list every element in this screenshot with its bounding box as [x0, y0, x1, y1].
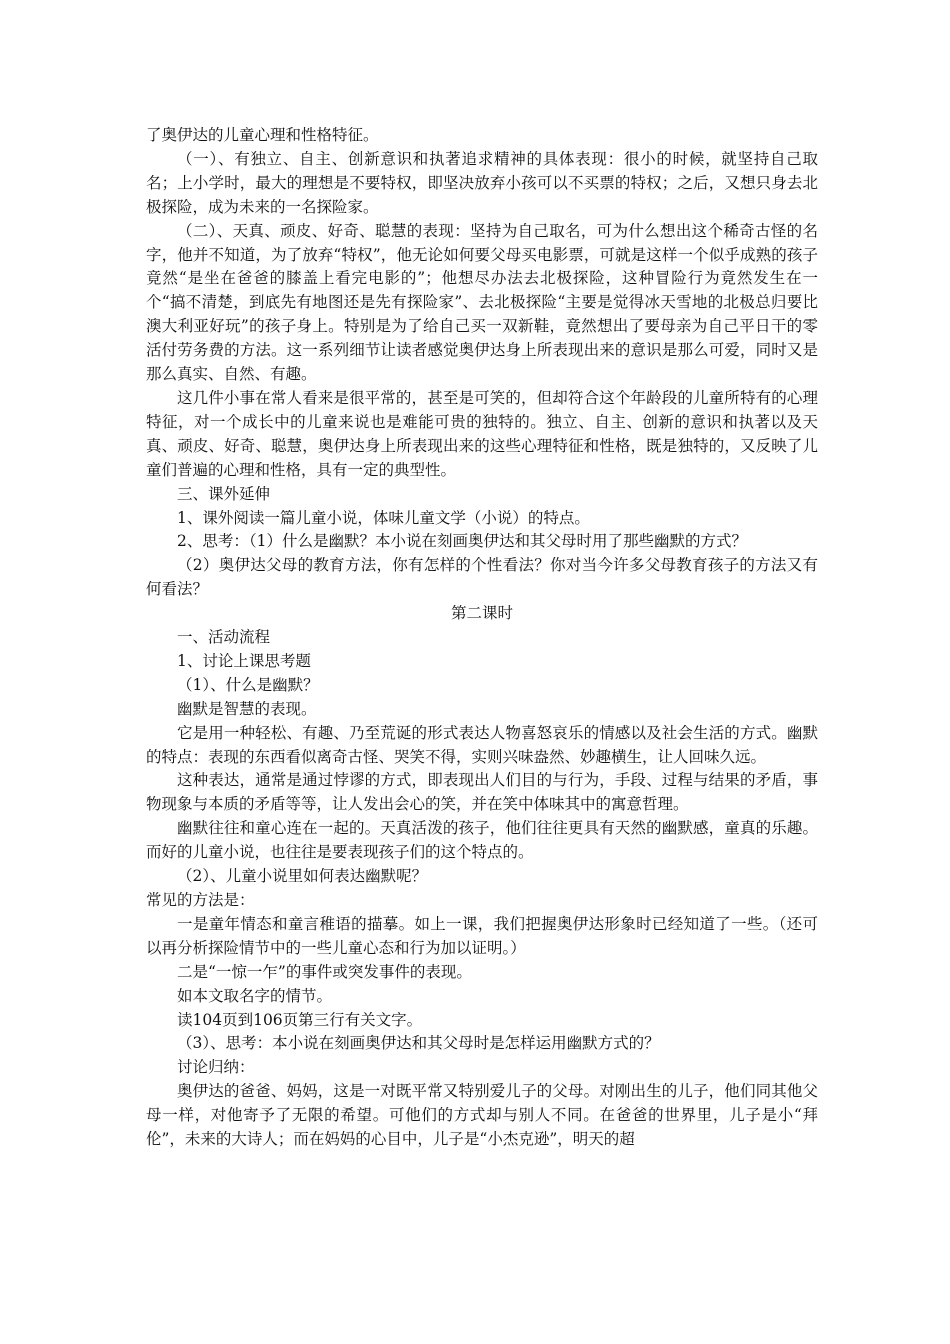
paragraph: （2）奥伊达父母的教育方法，你有怎样的个性看法？你对当今许多父母教育孩子的方法又有何看法？ — [146, 556, 818, 599]
paragraph: 1、课外阅读一篇儿童小说，体味儿童文学（小说）的特点。 — [177, 508, 590, 527]
paragraph: 如本文取名字的情节。 — [177, 986, 333, 1005]
paragraph: 这几件小事在常人看来是很平常的，甚至是可笑的，但却符合这个年龄段的儿童所特有的心理特征，对一个成长中的儿童来说也是难能可贵的独特的。独立、自主、创新的意识和执著以及天真、顽皮、好奇、聪慧，奥伊达身上所表现出来的这些心理特征和性格，既是独特的，又反映了儿童们普遍的心理和性格，具有一定的典型性。 — [146, 388, 818, 479]
paragraph: （一）、有独立、自主、创新意识和执著追求精神的具体表现：很小的时候，就坚持自己取名；上小学时，最大的理想是不要特权，即坚决放弃小孩可以不买票的特权；之后，又想只身去北极探险，成为未来的一名探险家。 — [146, 149, 818, 216]
paragraph: （3）、思考：本小说在刻画奥伊达和其父母时是怎样运用幽默方式的？ — [177, 1034, 660, 1053]
paragraph: 常见的方法是： — [146, 891, 255, 909]
paragraph: 这种表达，通常是通过悖谬的方式，即表现出人们目的与行为，手段、过程与结果的矛盾，事物现象与本质的矛盾等等，让人发出会心的笑，并在笑中体味其中的寓意哲理。 — [146, 771, 818, 814]
paragraph: 二是“一惊一乍”的事件或突发事件的表现。 — [177, 962, 472, 981]
paragraph: 幽默往往和童心连在一起的。天真活泼的孩子，他们往往更具有天然的幽默感，童真的乐趣。而好的儿童小说，也往往是要表现孩子们的这个特点的。 — [146, 819, 818, 862]
paragraph: 一是童年情态和童言稚语的描摹。如上一课，我们把握奥伊达形象时已经知道了一些。（还可以再分析探险情节中的一些儿童心态和行为加以证明。） — [146, 914, 818, 957]
paragraph: 1、讨论上课思考题 — [177, 651, 311, 670]
paragraph: （1）、什么是幽默？ — [177, 675, 319, 694]
paragraph: （二）、天真、顽皮、好奇、聪慧的表现：坚持为自己取名，可为什么想出这个稀奇古怪的名字，他并不知道，为了放弃“特权”，他无论如何要父母买电影票，可就是这样一个似乎成熟的孩子竟然“是坐在爸爸的膝盖上看完电影的”；他想尽办法去北极探险，这种冒险行为竟然发生在一个“搞不清楚，到底先有地图还是先有探险家”、去北极探险“主要是觉得冰天雪地的北极总归要比澳大利亚好玩”的孩子身上。特别是为了给自己买一双新鞋，竟然想出了要母亲为自己平日干的零活付劳务费的方法。这一系列细节让读者感觉奥伊达身上所表现出来的意识是那么可爱，同时又是那么真实、自然、有趣。 — [146, 221, 818, 384]
lesson-title: 第二课时 — [450, 604, 513, 623]
paragraph: 它是用一种轻松、有趣、乃至荒诞的形式表达人物喜怒哀乐的情感以及社会生活的方式。幽默的特点：表现的东西看似离奇古怪、哭笑不得，实则兴味盎然、妙趣横生，让人回味久远。 — [146, 723, 818, 766]
paragraph: 了奥伊达的儿童心理和性格特征。 — [146, 126, 379, 144]
section-heading: 三、课外延伸 — [177, 484, 271, 503]
paragraph: 读104页到106页第三行有关文字。 — [177, 1010, 423, 1029]
section-heading: 一、活动流程 — [177, 628, 271, 647]
paragraph: 幽默是智慧的表现。 — [177, 699, 317, 718]
paragraph: 讨论归纳： — [177, 1058, 255, 1077]
paragraph: 奥伊达的爸爸、妈妈，这是一对既平常又特别爱儿子的父母。对刚出生的儿子，他们同其他父母一样，对他寄予了无限的希望。可他们的方式却与别人不同。在爸爸的世界里，儿子是小“拜伦”，未来的大诗人；而在妈妈的心目中，儿子是“小杰克逊”，明天的超 — [146, 1082, 818, 1149]
document-page — [146, 124, 818, 1152]
paragraph: 2、思考：（1）什么是幽默？本小说在刻画奥伊达和其父母时用了那些幽默的方式？ — [177, 532, 747, 551]
paragraph: （2）、儿童小说里如何表达幽默呢？ — [177, 867, 428, 886]
